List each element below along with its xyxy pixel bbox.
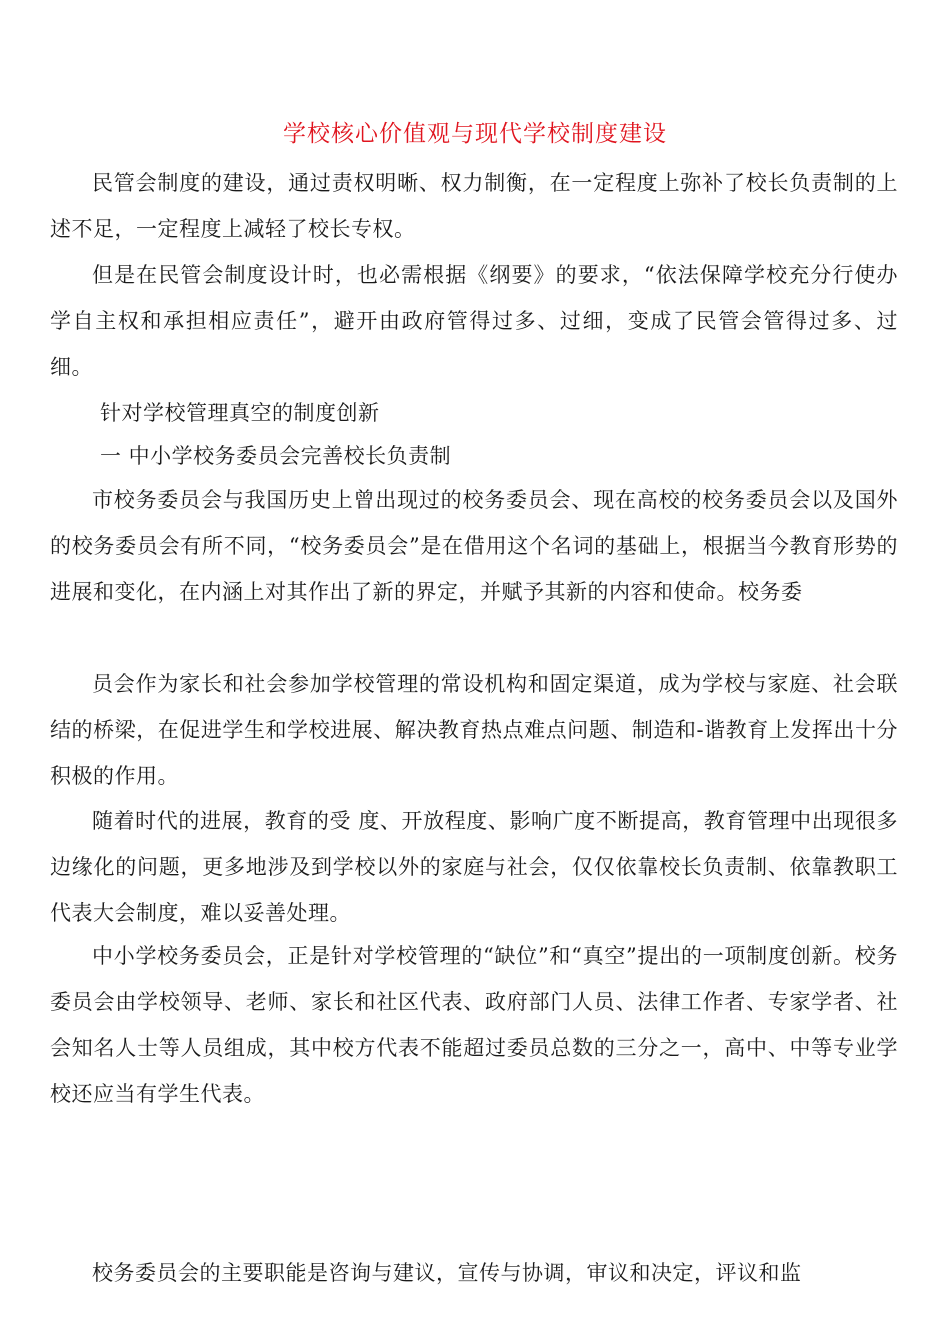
document-title: 学校核心价值观与现代学校制度建设 bbox=[283, 121, 667, 147]
section-heading: 针对学校管理真空的制度创新 bbox=[100, 401, 380, 425]
subsection-heading: 一 中小学校务委员会完善校长负责制 bbox=[100, 444, 452, 468]
paragraph-2: 但是在民管会制度设计时，也必需根据《纲要》的要求，“依法保障学校充分行使办学自主权和承担相应责任”，避开由政府管得过多、过细，变成了民管会管得过多、过细。 bbox=[50, 263, 898, 379]
paragraph-6: 中小学校务委员会，正是针对学校管理的“缺位”和“真空”提出的一项制度创新。校务委员会由学校领导、老师、家长和社区代表、政府部门人员、法律工作者、专家学者、社会知名人士等人员组成，其中校方代表不能超过委员总数的三分之一，高中、中等专业学校还应当有学生代表。 bbox=[50, 944, 898, 1106]
paragraph-4: 员会作为家长和社会参加学校管理的常设机构和固定渠道，成为学校与家庭、社会联结的桥梁，在促进学生和学校进展、解决教育热点难点问题、制造和-谐教育上发挥出十分积极的作用。 bbox=[50, 672, 898, 788]
paragraph-3: 市校务委员会与我国历史上曾出现过的校务委员会、现在高校的校务委员会以及国外的校务委员会有所不同，“校务委员会”是在借用这个名词的基础上，根据当今教育形势的进展和变化，在内涵上对其作出了新的界定，并赋予其新的内容和使命。校务委 bbox=[50, 488, 898, 604]
paragraph-7: 校务委员会的主要职能是咨询与建议，宣传与协调，审议和决定，评议和监 bbox=[92, 1261, 802, 1285]
paragraph-5: 随着时代的进展，教育的受 度、开放程度、影响广度不断提高，教育管理中出现很多边缘化的问题，更多地涉及到学校以外的家庭与社会，仅仅依靠校长负责制、依靠教职工代表大会制度，难以妥善处理。 bbox=[50, 809, 898, 925]
paragraph-1: 民管会制度的建设，通过责权明晰、权力制衡，在一定程度上弥补了校长负责制的上述不足，一定程度上减轻了校长专权。 bbox=[50, 171, 898, 241]
